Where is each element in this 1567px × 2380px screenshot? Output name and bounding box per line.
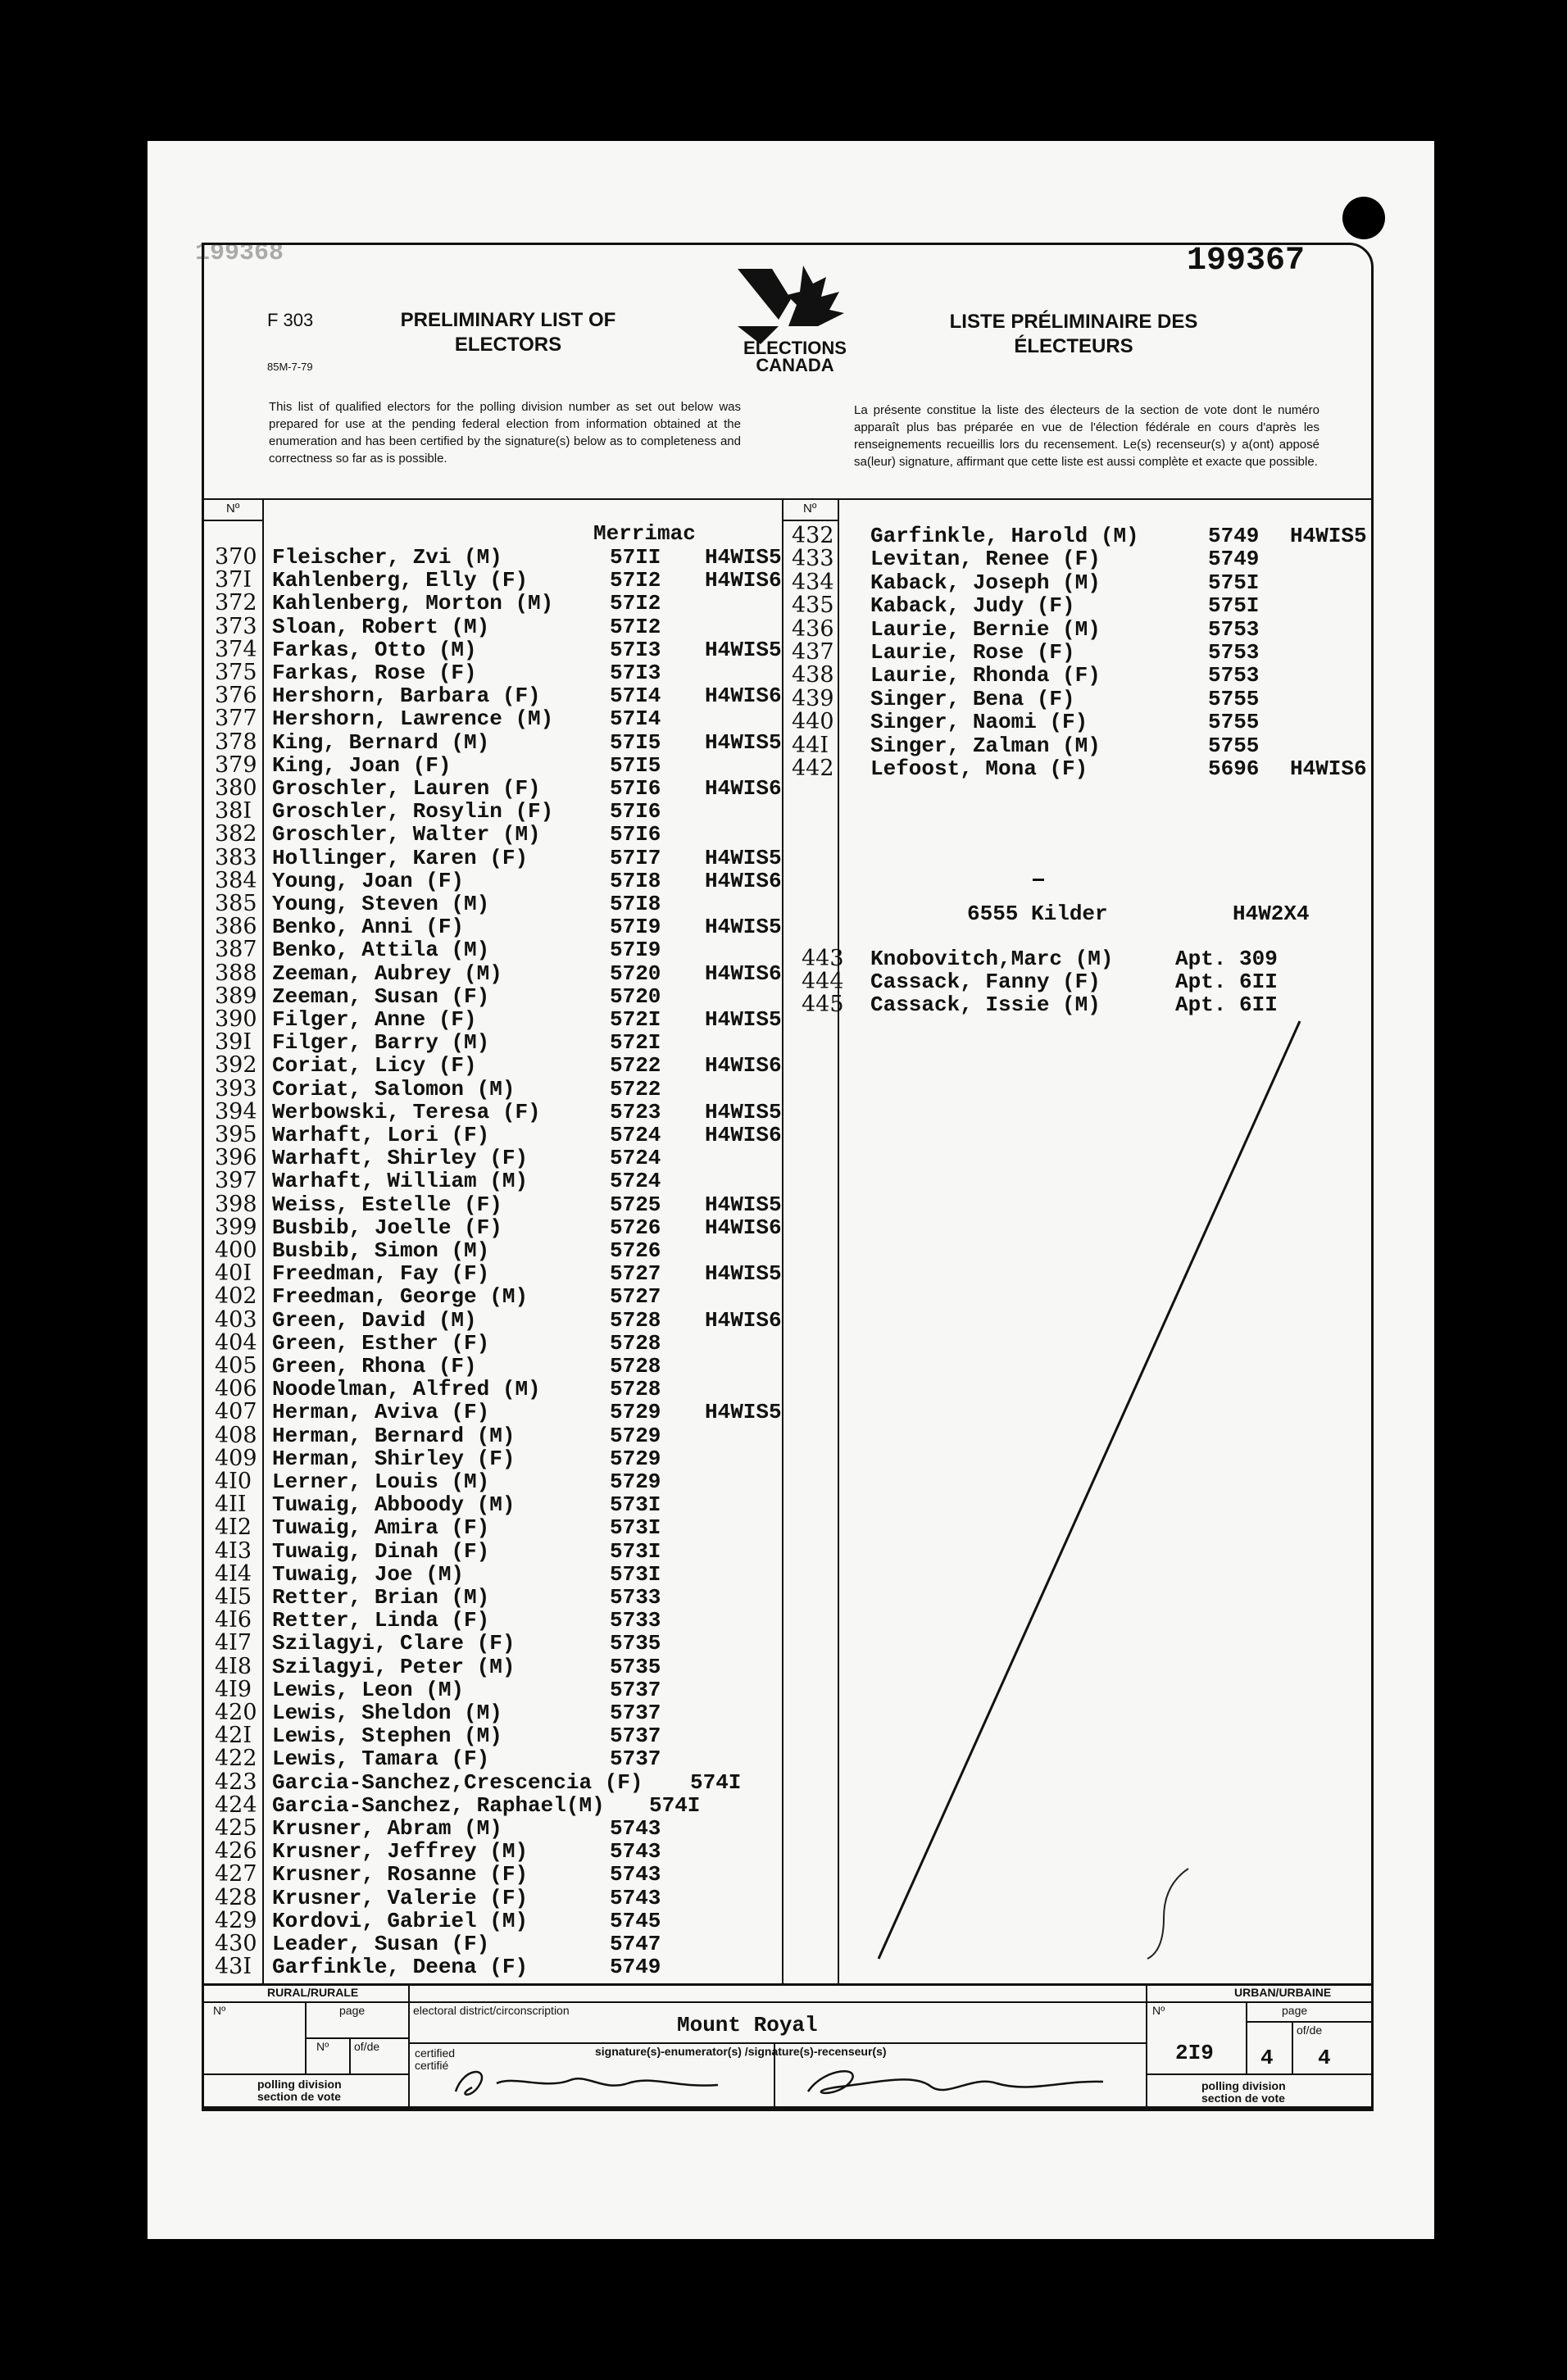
elector-address: 5737 [610, 1724, 661, 1749]
elector-name: Lerner, Louis (M) [272, 1469, 490, 1494]
footer [202, 1983, 1374, 2108]
elector-number: 440 [792, 709, 834, 735]
elector-name: Krusner, Rosanne (F) [272, 1862, 529, 1887]
elector-address: 5728 [610, 1330, 661, 1356]
elector-number: 438 [792, 662, 834, 688]
elector-number: 383 [215, 844, 257, 870]
elector-address: 5749 [1208, 524, 1260, 548]
elector-number: 442 [792, 756, 834, 781]
elector-name: Levitan, Renee (F) [870, 547, 1101, 572]
elector-number: 420 [215, 1700, 257, 1725]
elector-name: Hershorn, Barbara (F) [272, 684, 541, 709]
elector-name: Warhaft, Lori (F) [272, 1123, 490, 1147]
elector-address: 57I2 [610, 568, 661, 593]
elector-number: 433 [792, 546, 834, 572]
elector-name: Warhaft, Shirley (F) [272, 1146, 529, 1171]
elector-postal-code: H4WIS5 [705, 915, 782, 940]
elector-number: 4I0 [215, 1469, 252, 1494]
elector-name: Young, Joan (F) [272, 868, 465, 893]
elector-name: Benko, Attila (M) [272, 938, 490, 963]
elector-postal-code: H4WIS5 [1290, 524, 1367, 548]
elector-name: Retter, Brian (M) [272, 1585, 490, 1610]
elector-apartment: Apt. 6II [1175, 992, 1278, 1017]
signature-label: signature(s)-enumerator(s) /signature(s)-recenseur(s) [595, 2045, 887, 2058]
elector-address: 5753 [1208, 616, 1260, 642]
elector-address: 57I8 [610, 868, 661, 893]
title-en-line1: PRELIMINARY LIST OF [400, 309, 616, 331]
header-rule [202, 498, 1374, 500]
elector-number: 396 [215, 1145, 257, 1171]
elector-name: Krusner, Jeffrey (M) [272, 1839, 529, 1864]
elector-address: 57I3 [610, 637, 661, 662]
elector-number: 42I [215, 1723, 252, 1749]
elector-number: 370 [215, 544, 257, 570]
elector-apartment: Apt. 6II [1175, 970, 1278, 994]
elector-number: 443 [802, 946, 844, 971]
street-right-postal-code: H4W2X4 [1233, 902, 1310, 926]
elector-postal-code: H4WIS6 [705, 776, 782, 801]
elector-address: 5726 [610, 1238, 661, 1263]
elector-number: 406 [215, 1376, 257, 1402]
elector-address: 57I9 [610, 915, 661, 940]
elector-postal-code: H4WIS6 [705, 684, 782, 709]
elector-number: 389 [215, 983, 257, 1009]
elector-number: 444 [802, 969, 844, 994]
elector-name: Zeeman, Aubrey (M) [272, 961, 502, 986]
elector-address: 5755 [1208, 733, 1260, 758]
urban-label: URBAN/URBAINE [1234, 1986, 1332, 1999]
elector-name: Lewis, Tamara (F) [272, 1746, 490, 1772]
serial-number: 199367 [1187, 243, 1306, 279]
intro-fr: La présente constitue la liste des électeurs de la section de vote dont le numéro apparaît plus bas préparée en vue de l'élection fédérale en cours d'après les renseignements recueillis lors du recensement. Le(s) recenseur(s) y a(ont) apposé sa(leur) signature, affirmant que cette liste est aussi complète et exacte que possible. [854, 403, 1319, 469]
elector-name: Weiss, Estelle (F) [272, 1192, 502, 1217]
elector-postal-code: H4WIS6 [705, 1215, 782, 1240]
elector-name: Busbib, Simon (M) [272, 1238, 490, 1263]
elector-address: 5729 [610, 1469, 661, 1494]
elector-number: 374 [215, 636, 257, 662]
elector-address: 5733 [610, 1585, 661, 1610]
elector-address: 5737 [610, 1677, 661, 1702]
elector-address: 57I3 [610, 661, 661, 685]
elector-name: Knobovitch,Marc (M) [870, 947, 1114, 971]
elector-name: Singer, Naomi (F) [870, 710, 1088, 735]
elector-number: 4I8 [215, 1653, 252, 1679]
elector-number: 437 [792, 639, 834, 665]
elector-name: Laurie, Rhonda (F) [870, 663, 1101, 688]
elector-address: 5696 [1208, 756, 1260, 781]
elector-number: 43I [215, 1954, 252, 1980]
elector-number: 392 [215, 1052, 257, 1079]
elector-name: Singer, Zalman (M) [870, 733, 1101, 758]
elector-number: 379 [215, 752, 257, 778]
elector-number: 400 [215, 1238, 257, 1263]
elector-address: 5720 [610, 961, 661, 986]
elector-number: 428 [215, 1884, 257, 1910]
elector-name: Szilagyi, Clare (F) [272, 1631, 516, 1656]
elector-address: 5729 [610, 1400, 661, 1425]
elector-name: Singer, Bena (F) [870, 686, 1075, 711]
elector-number: 409 [215, 1445, 257, 1471]
elector-number: 377 [215, 706, 257, 732]
elector-number: 445 [802, 992, 844, 1017]
elector-address: 572I [610, 1007, 661, 1032]
urban-no-label: Nº [1152, 2004, 1165, 2017]
left-number-column-line [262, 498, 264, 1983]
elector-address: 5722 [610, 1076, 661, 1101]
elector-number: 38I [215, 798, 252, 824]
elector-number: 408 [215, 1422, 257, 1448]
elections-canada-logo [721, 262, 869, 377]
rural-polling-division-label: polling division section de vote [257, 2078, 342, 2103]
elector-address: 5727 [610, 1284, 661, 1310]
elector-name: Krusner, Abram (M) [272, 1816, 502, 1841]
elector-number: 398 [215, 1191, 257, 1217]
title-fr-line1: LISTE PRÉLIMINAIRE DES [949, 311, 1198, 333]
elector-number: 380 [215, 775, 257, 801]
elector-name: Coriat, Licy (F) [272, 1053, 477, 1079]
elector-name: Zeeman, Susan (F) [272, 983, 490, 1009]
elector-name: Tuwaig, Abboody (M) [272, 1492, 516, 1518]
elector-number: 384 [215, 867, 257, 893]
elector-address: 5724 [610, 1146, 661, 1171]
elector-number: 429 [215, 1907, 257, 1933]
elector-number: 399 [215, 1214, 257, 1240]
title-fr-line2: ÉLECTEURS [1014, 335, 1133, 357]
elector-address: 5749 [610, 1955, 661, 1980]
elector-number: 376 [215, 683, 257, 709]
elector-number: 395 [215, 1122, 257, 1147]
elector-name: King, Joan (F) [272, 752, 452, 778]
district-value: Mount Royal [677, 2013, 818, 2037]
elector-name: Tuwaig, Amira (F) [272, 1515, 490, 1541]
elector-name: Lewis, Sheldon (M) [272, 1701, 502, 1725]
elector-address: 5743 [610, 1839, 661, 1864]
elector-address: 5728 [610, 1354, 661, 1378]
elector-address: 5745 [610, 1908, 661, 1933]
ghost-serial-number: 199368 [195, 239, 284, 267]
elector-name: Garcia-Sanchez, Raphael(M) [272, 1792, 605, 1818]
elector-address: 57I6 [610, 822, 661, 847]
elector-number: 382 [215, 821, 257, 847]
elector-name: Hollinger, Karen (F) [272, 845, 529, 870]
elector-name: Lewis, Stephen (M) [272, 1724, 502, 1749]
elector-address: 5733 [610, 1608, 661, 1633]
elector-number: 375 [215, 660, 257, 685]
elector-number: 37I [215, 567, 252, 593]
elector-address: 57I4 [610, 706, 661, 732]
elector-postal-code: H4WIS6 [705, 868, 782, 893]
elector-name: Green, Esther (F) [272, 1330, 490, 1356]
elector-address: 574I [649, 1792, 701, 1818]
certified-label: certified certifié [415, 2046, 456, 2072]
title-en-line2: ELECTORS [454, 334, 562, 356]
elector-postal-code: H4WIS5 [705, 637, 782, 662]
elector-address: 57I8 [610, 892, 661, 916]
dash-mark [1033, 879, 1044, 881]
elector-name: Kahlenberg, Morton (M) [272, 591, 554, 616]
elector-name: Busbib, Joelle (F) [272, 1215, 502, 1240]
elector-number: 423 [215, 1769, 257, 1795]
form-number: F 303 [267, 310, 314, 330]
elector-postal-code: H4WIS5 [705, 545, 782, 570]
title-fr [926, 310, 1221, 359]
elector-postal-code: H4WIS6 [705, 1053, 782, 1079]
elector-address: 572I [610, 1030, 661, 1056]
elector-number: 390 [215, 1006, 257, 1032]
elector-address: 57I6 [610, 776, 661, 801]
elector-address: 5727 [610, 1261, 661, 1287]
urban-page-label: page [1282, 2004, 1308, 2017]
elector-number: 397 [215, 1168, 257, 1194]
rural-no-label: Nº [213, 2004, 226, 2017]
intro-en: This list of qualified electors for the polling division number as set out below was prepared for use at the pending federal election from information obtained at the enumeration and has been certified by the signature(s) below as to completeness and correctness so far as is possible. [269, 400, 741, 466]
elector-name: Kahlenberg, Elly (F) [272, 568, 529, 593]
elector-name: Kaback, Joseph (M) [870, 570, 1101, 595]
elector-number: 439 [792, 685, 834, 711]
elector-address: 57I4 [610, 684, 661, 709]
elector-name: Farkas, Otto (M) [272, 637, 477, 662]
middle-divider-left [782, 498, 784, 1983]
elector-number: 39I [215, 1029, 252, 1056]
elector-number: 44I [792, 732, 829, 758]
elector-number: 40I [215, 1260, 252, 1287]
elector-postal-code: H4WIS6 [1290, 756, 1367, 781]
elector-name: Garfinkle, Deena (F) [272, 1955, 529, 1980]
left-no-header-rule [202, 520, 264, 521]
elector-address: 5724 [610, 1169, 661, 1194]
elector-postal-code: H4WIS6 [705, 961, 782, 986]
elector-address: 5753 [1208, 663, 1260, 688]
elector-address: 573I [610, 1538, 661, 1564]
elector-postal-code: H4WIS5 [705, 1192, 782, 1217]
elector-name: Krusner, Valerie (F) [272, 1885, 529, 1910]
elector-number: 388 [215, 960, 257, 986]
rural-page-label: page [339, 2004, 366, 2017]
form-date: 85M-7-79 [267, 361, 313, 373]
elector-name: King, Bernard (M) [272, 729, 490, 755]
elector-number: 393 [215, 1075, 257, 1101]
urban-no-value: 2I9 [1175, 2041, 1214, 2065]
urban-of-label: of/de [1297, 2023, 1323, 2037]
logo-line2: CANADA [756, 355, 834, 375]
elector-address: 5725 [610, 1192, 661, 1217]
urban-of-value: 4 [1318, 2046, 1331, 2070]
elector-name: Retter, Linda (F) [272, 1608, 490, 1633]
elector-number: 4I2 [215, 1515, 252, 1541]
elector-number: 426 [215, 1838, 257, 1864]
elector-address: 5722 [610, 1053, 661, 1079]
elector-number: 404 [215, 1329, 257, 1356]
elector-address: 57I5 [610, 752, 661, 778]
elector-address: 5743 [610, 1862, 661, 1887]
elector-number: 436 [792, 615, 834, 642]
elector-address: 574I [690, 1769, 742, 1795]
elector-address: 575I [1208, 593, 1260, 619]
elector-address: 5737 [610, 1701, 661, 1725]
elector-number: 4I3 [215, 1537, 252, 1564]
elector-number: 425 [215, 1815, 257, 1841]
elector-number: 424 [215, 1792, 257, 1818]
elector-address: 5726 [610, 1215, 661, 1240]
elector-address: 5735 [610, 1654, 661, 1679]
elector-name: Fleischer, Zvi (M) [272, 545, 502, 570]
elector-name: Sloan, Robert (M) [272, 614, 490, 639]
elector-address: 57II [610, 545, 661, 570]
elector-number: 432 [792, 523, 834, 548]
elector-address: 57I5 [610, 729, 661, 755]
elector-postal-code: H4WIS5 [705, 1400, 782, 1425]
street-left: Merrimac [593, 521, 696, 546]
elector-name: Garfinkle, Harold (M) [870, 524, 1139, 548]
elector-name: Green, David (M) [272, 1307, 477, 1333]
urban-page-value: 4 [1260, 2046, 1274, 2070]
elector-address: 5749 [1208, 547, 1260, 572]
elector-number: 373 [215, 613, 257, 639]
elector-name: Green, Rhona (F) [272, 1354, 477, 1378]
elector-number: 4I7 [215, 1630, 252, 1656]
elector-number: 407 [215, 1399, 257, 1425]
elector-name: Tuwaig, Joe (M) [272, 1561, 465, 1587]
enumerator-signature-1 [447, 2059, 759, 2105]
elector-apartment: Apt. 309 [1175, 947, 1278, 971]
elector-number: 387 [215, 937, 257, 963]
urban-polling-division-label: polling division section de vote [1201, 2079, 1286, 2105]
elector-name: Warhaft, William (M) [272, 1169, 529, 1194]
title-en [377, 308, 639, 357]
elector-address: 5755 [1208, 710, 1260, 735]
elector-address: 5723 [610, 1099, 661, 1124]
elector-name: Herman, Bernard (M) [272, 1423, 516, 1448]
rural-label: RURAL/RURALE [267, 1986, 359, 1999]
elector-name: Szilagyi, Peter (M) [272, 1654, 516, 1679]
elector-address: 5747 [610, 1932, 661, 1956]
elector-postal-code: H4WIS5 [705, 1261, 782, 1287]
elector-name: Filger, Anne (F) [272, 1007, 477, 1032]
elector-name: Kordovi, Gabriel (M) [272, 1908, 529, 1933]
elector-number: 434 [792, 569, 834, 595]
elector-address: 5735 [610, 1631, 661, 1656]
elector-name: Cassack, Issie (M) [870, 992, 1101, 1017]
right-no-header-rule [782, 520, 839, 521]
elector-address: 5743 [610, 1885, 661, 1910]
elector-number: 422 [215, 1746, 257, 1772]
elector-number: 4II [215, 1492, 247, 1518]
street-right: 6555 Kilder [967, 902, 1108, 926]
elector-name: Werbowski, Teresa (F) [272, 1099, 541, 1124]
elector-number: 430 [215, 1931, 257, 1956]
elector-number: 386 [215, 914, 257, 940]
elector-name: Benko, Anni (F) [272, 915, 465, 940]
elector-address: 573I [610, 1561, 661, 1587]
right-no-header: Nº [803, 502, 817, 516]
elector-name: Groschler, Rosylin (F) [272, 799, 554, 824]
elector-number: 4I6 [215, 1607, 252, 1633]
elector-number: 378 [215, 729, 257, 755]
elector-name: Hershorn, Lawrence (M) [272, 706, 554, 732]
elector-address: 5728 [610, 1377, 661, 1402]
elector-address: 57I2 [610, 614, 661, 639]
rural-of-label: of/de [354, 2040, 380, 2053]
elector-number: 402 [215, 1283, 257, 1310]
elector-number: 372 [215, 590, 257, 616]
district-label: electoral district/circonscription [413, 2004, 570, 2017]
elector-name: Herman, Shirley (F) [272, 1446, 516, 1471]
elector-postal-code: H4WIS6 [705, 1123, 782, 1147]
elector-address: 573I [610, 1515, 661, 1541]
elector-name: Freedman, Fay (F) [272, 1261, 490, 1287]
rural-page-no-label: Nº [316, 2040, 329, 2053]
elector-number: 405 [215, 1353, 257, 1378]
left-no-header: Nº [226, 502, 240, 516]
elector-name: Groschler, Walter (M) [272, 822, 541, 847]
elector-address: 57I2 [610, 591, 661, 616]
elector-name: Laurie, Bernie (M) [870, 616, 1101, 642]
elector-name: Groschler, Lauren (F) [272, 776, 541, 801]
elector-postal-code: H4WIS6 [705, 568, 782, 593]
elector-address: 5729 [610, 1446, 661, 1471]
elector-name: Garcia-Sanchez,Crescencia (F) [272, 1769, 643, 1795]
elector-name: Lefoost, Mona (F) [870, 756, 1088, 781]
elector-address: 575I [1208, 570, 1260, 595]
elector-number: 4I4 [215, 1560, 252, 1587]
elector-name: Leader, Susan (F) [272, 1932, 490, 1956]
enumerator-signature-2 [792, 2059, 1136, 2105]
elector-name: Cassack, Fanny (F) [870, 970, 1101, 994]
elector-name: Tuwaig, Dinah (F) [272, 1538, 490, 1564]
elector-address: 5728 [610, 1307, 661, 1333]
elector-address: 57I6 [610, 799, 661, 824]
elector-number: 4I9 [215, 1676, 252, 1702]
elector-number: 427 [215, 1861, 257, 1887]
elector-number: 435 [792, 593, 834, 619]
elector-number: 403 [215, 1306, 257, 1333]
cancellation-line [836, 1016, 1328, 1983]
elector-address: 573I [610, 1492, 661, 1518]
elector-address: 5743 [610, 1816, 661, 1841]
elector-name: Laurie, Rose (F) [870, 640, 1075, 665]
elector-postal-code: H4WIS5 [705, 845, 782, 870]
elector-address: 57I7 [610, 845, 661, 870]
elector-address: 5753 [1208, 640, 1260, 665]
elector-address: 57I9 [610, 938, 661, 963]
elector-number: 4I5 [215, 1584, 252, 1610]
elector-postal-code: H4WIS5 [705, 1007, 782, 1032]
elector-name: Coriat, Salomon (M) [272, 1076, 516, 1101]
elector-address: 5755 [1208, 686, 1260, 711]
elector-name: Freedman, George (M) [272, 1284, 529, 1310]
elector-address: 5720 [610, 983, 661, 1009]
elector-name: Kaback, Judy (F) [870, 593, 1075, 619]
elector-postal-code: H4WIS6 [705, 1307, 782, 1333]
elector-postal-code: H4WIS5 [705, 729, 782, 755]
elector-number: 385 [215, 891, 257, 916]
elector-name: Noodelman, Alfred (M) [272, 1377, 541, 1402]
punch-hole [1342, 197, 1385, 239]
elector-postal-code: H4WIS5 [705, 1099, 782, 1124]
elector-name: Lewis, Leon (M) [272, 1677, 465, 1702]
elector-address: 5729 [610, 1423, 661, 1448]
elector-name: Filger, Barry (M) [272, 1030, 490, 1056]
elector-address: 5737 [610, 1746, 661, 1772]
elector-name: Farkas, Rose (F) [272, 661, 477, 685]
elector-number: 394 [215, 1098, 257, 1124]
elector-address: 5724 [610, 1123, 661, 1147]
elector-name: Herman, Aviva (F) [272, 1400, 490, 1425]
logo-line1: ELECTIONS [743, 338, 847, 358]
elector-name: Young, Steven (M) [272, 892, 490, 916]
